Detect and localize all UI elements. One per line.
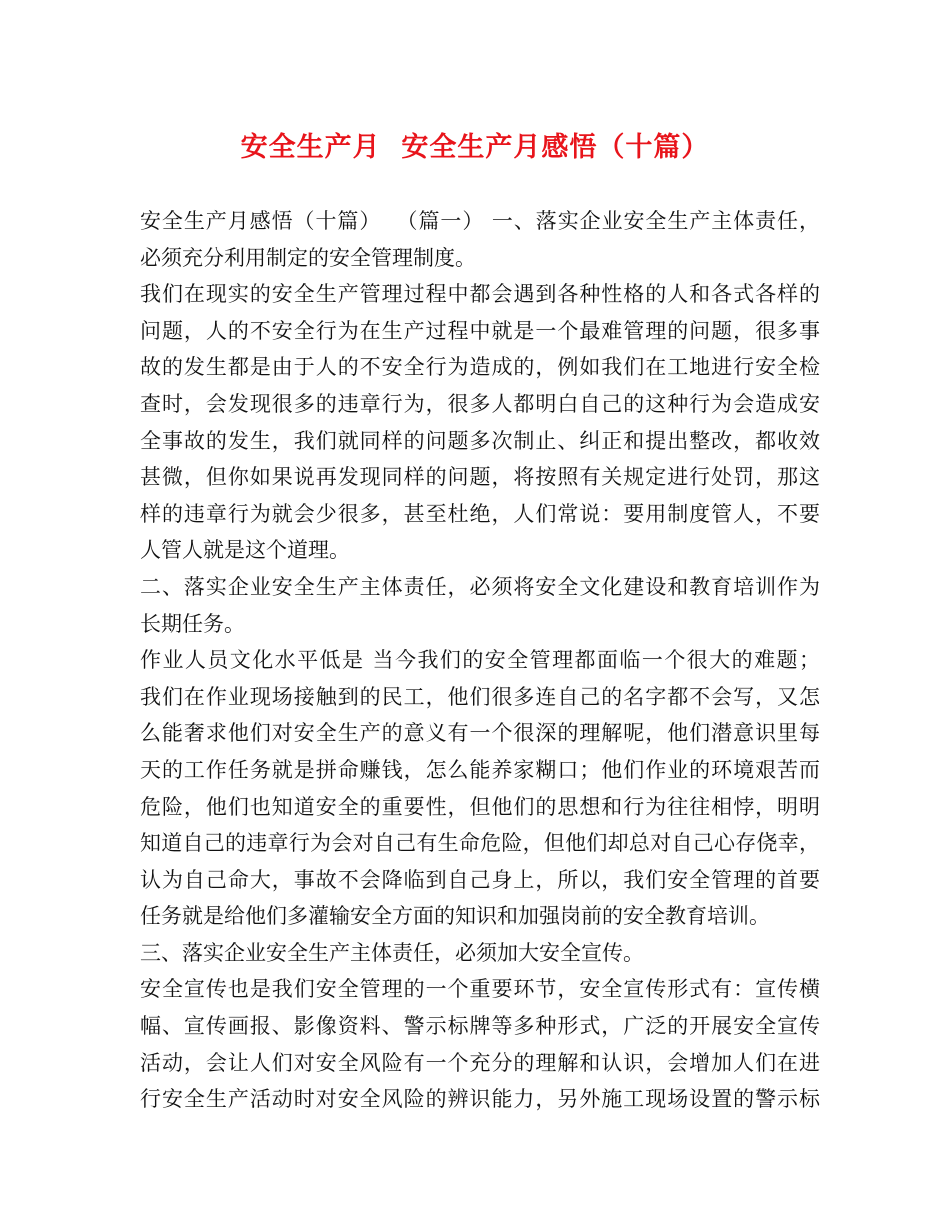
body-line: 长期任务。 xyxy=(140,611,245,636)
body-line: 活动，会让人们对安全风险有一个充分的理解和认识，会增加人们在进 xyxy=(140,1050,820,1075)
body-line: 么能奢求他们对安全生产的意义有一个很深的理解呢，他们潜意识里每 xyxy=(140,721,820,746)
body-line: 知道自己的违章行为会对自己有生命危险，但他们却总对自己心存侥幸， xyxy=(140,831,820,856)
body-line: 安全宣传也是我们安全管理的一个重要环节，安全宣传形式有：宣传横 xyxy=(140,977,820,1002)
body-line: 甚微，但你如果说再发现同样的问题，将按照有关规定进行处罚，那这 xyxy=(140,465,820,490)
body-line: 故的发生都是由于人的不安全行为造成的，例如我们在工地进行安全检 xyxy=(140,355,820,380)
body-line: 任务就是给他们多灌输安全方面的知识和加强岗前的安全教育培训。 xyxy=(140,904,770,929)
document-title: 安全生产月 安全生产月感悟（十篇） xyxy=(240,132,710,163)
body-line: 必须充分利用制定的安全管理制度。 xyxy=(140,245,476,270)
body-line: 天的工作任务就是拼命赚钱，怎么能养家糊口；他们作业的环境艰苦而 xyxy=(140,757,820,782)
body-line: 人管人就是这个道理。 xyxy=(140,538,350,563)
body-line: 幅、宣传画报、影像资料、警示标牌等多种形式，广泛的开展安全宣传 xyxy=(140,1014,820,1039)
body-line: 样的违章行为就会少很多，甚至杜绝，人们常说：要用制度管人，不要 xyxy=(140,501,820,526)
body-line: 我们在现实的安全生产管理过程中都会遇到各种性格的人和各式各样的 xyxy=(140,282,820,307)
document-body xyxy=(140,203,820,1118)
body-line: 二、落实企业安全生产主体责任，必须将安全文化建设和教育培训作为 xyxy=(140,574,820,599)
body-line: 查时，会发现很多的违章行为，很多人都明白自己的这种行为会造成安 xyxy=(140,391,820,416)
body-line: 安全生产月感悟（十篇） （篇一） 一、落实企业安全生产主体责任， xyxy=(140,209,820,233)
body-line: 作业人员文化水平低是 当今我们的安全管理都面临一个很大的难题； xyxy=(140,648,820,673)
body-line: 全事故的发生，我们就同样的问题多次制止、纠正和提出整改，都收效 xyxy=(140,428,820,453)
body-line: 行安全生产活动时对安全风险的辨识能力，另外施工现场设置的警示标 xyxy=(140,1087,820,1112)
body-line: 认为自己命大，事故不会降临到自己身上，所以，我们安全管理的首要 xyxy=(140,867,820,892)
body-line: 危险，他们也知道安全的重要性，但他们的思想和行为往往相悖，明明 xyxy=(140,794,820,819)
body-line: 我们在作业现场接触到的民工，他们很多连自己的名字都不会写，又怎 xyxy=(140,684,820,709)
body-line: 问题，人的不安全行为在生产过程中就是一个最难管理的问题，很多事 xyxy=(140,318,820,343)
body-line: 三、落实企业安全生产主体责任，必须加大安全宣传。 xyxy=(140,940,644,965)
